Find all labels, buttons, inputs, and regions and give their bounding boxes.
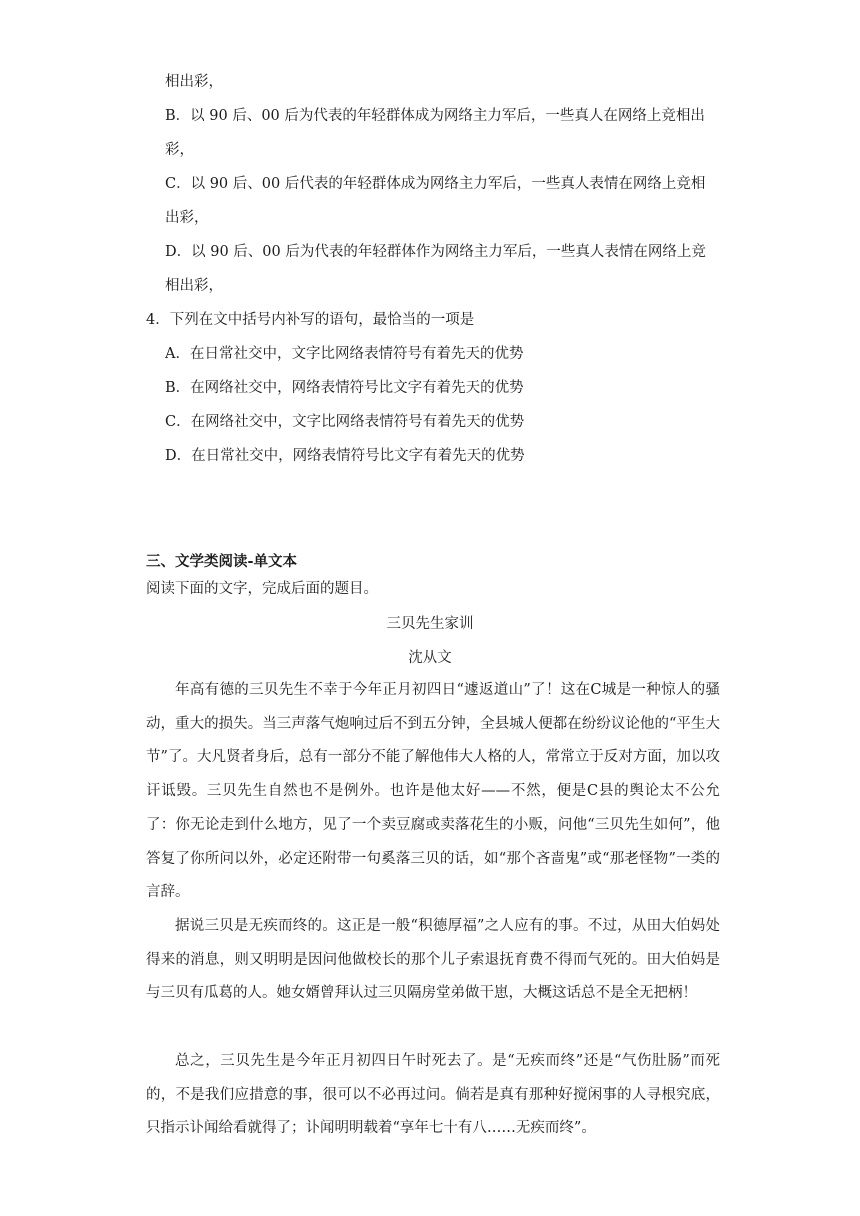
article-paragraph-3: 总之，三贝先生是今年正月初四日午时死去了。是“无疾而终”还是“气伤肚肠”而死的，不是我们应措意的事，很可以不必再过问。倘若是真有那种好搅闲事的人寻根究底，只指示讣闻给看就得了；讣闻明明载着“享年七十有八……无疾而终”。 [146, 1053, 720, 1137]
q3-option-d-line1: D．以 90 后、00 后为代表的年轻群体作为网络主力军后，一些真人表情在网络上竞 [165, 244, 706, 260]
article-title: 三贝先生家训 [386, 616, 474, 632]
q3-option-b-line1: B．以 90 后、00 后为代表的年轻群体成为网络主力军后，一些真人在网络上竞相出 [165, 108, 705, 124]
q4-stem: 4．下列在文中括号内补写的语句，最恰当的一项是 [146, 312, 475, 328]
q4-option-a: A．在日常社交中，文字比网络表情符号有着先天的优势 [165, 346, 524, 362]
q3-option-c-line1: C．以 90 后、00 后代表的年轻群体成为网络主力军后，一些真人表情在网络上竞相 [165, 176, 706, 192]
q4-option-c: C．在网络社交中，文字比网络表情符号有着先天的优势 [165, 414, 525, 430]
q3-option-c-line2: 出彩， [165, 210, 209, 226]
q4-option-d: D．在日常社交中，网络表情符号比文字有着先天的优势 [165, 448, 525, 464]
q3-option-b-line2: 彩， [165, 142, 194, 158]
article-paragraph-1: 年高有德的三贝先生不幸于今年正月初四日“遽返道山”了！这在C城是一种惊人的骚动，重大的损失。当三声落气炮响过后不到五分钟，全县城人便都在纷纷议论他的“平生大节”了。大凡贤者身后，总有一部分不能了解他伟大人格的人，常常立于反对方面，加以攻讦诋毁。三贝先生自然也不是例外。也许是他太好——不然，便是C县的舆论太不公允了：你无论走到什么地方，见了一个卖豆腐或卖落花生的小贩，问他“三贝先生如何”，他答复了你所问以外，必定还附带一句奚落三贝的话，如“那个吝啬鬼”或“那老怪物”一类的言辞。 [146, 682, 720, 901]
section-instruction: 阅读下面的文字，完成后面的题目。 [146, 581, 378, 597]
q3-option-d-line2: 相出彩， [165, 278, 223, 294]
q4-option-b: B．在网络社交中，网络表情符号比文字有着先天的优势 [165, 380, 524, 396]
article-paragraph-2: 据说三贝是无疾而终的。这正是一般“积德厚福”之人应有的事。不过，从田大伯妈处得来的消息，则又明明是因问他做校长的那个儿子索退抚育费不得而气死的。田大伯妈是与三贝有瓜葛的人。她女婿曾拜认过三贝隔房堂弟做干崽，大概这话总不是全无把柄！ [146, 918, 720, 1002]
section-heading: 三、文学类阅读-单文本 [146, 553, 298, 570]
q3-option-a-tail: 相出彩， [165, 74, 223, 90]
article-author: 沈从文 [408, 650, 452, 666]
